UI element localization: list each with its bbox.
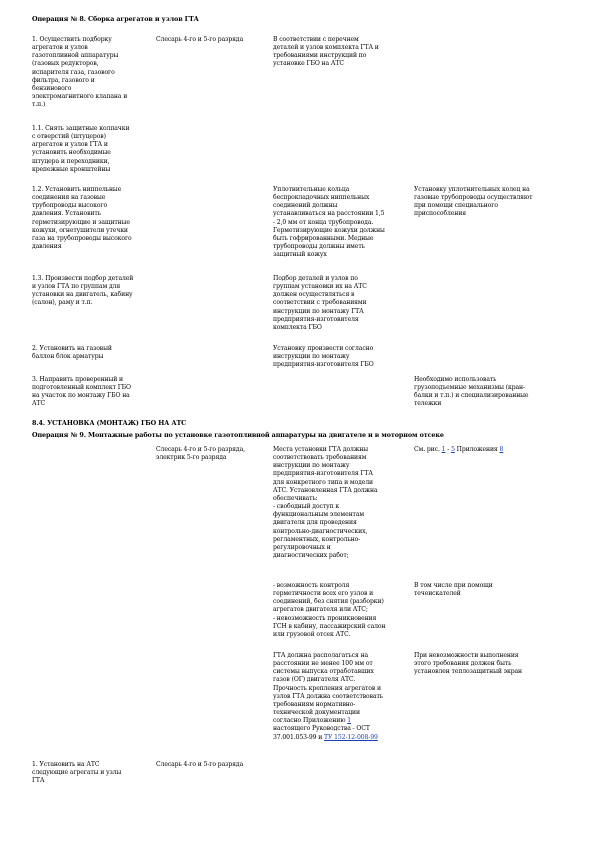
row-requirement-text: Места установки ГТА должны xyxy=(273,446,369,453)
row-step-text: на участок по монтажу ГБО на xyxy=(32,392,130,400)
row-step-text: и узлов ГТА по группам для xyxy=(32,283,121,291)
row-step-text: соединения на газовые xyxy=(32,194,106,202)
row-requirement-text: - невозможность проникновения xyxy=(273,614,377,622)
requirement-text: 37.001.053-99 и xyxy=(273,733,325,741)
row-step-text: подготовленный комплект ГБО xyxy=(32,384,131,392)
row-step-text: 1.1. Снять защитные колпачки xyxy=(32,125,130,132)
row-requirement-text: регламентных, контрольно- xyxy=(273,535,361,543)
row-requirement-text: защитный кожух xyxy=(273,251,327,259)
row-requirement-text: двигателя для проведения xyxy=(273,519,357,527)
row-step-text: герметизирующие и защитные xyxy=(32,218,130,226)
row-requirement-text: соединений должны xyxy=(273,202,338,210)
row-note-text: этого требования должен быть xyxy=(414,660,512,668)
row-requirement-text: предприятия-изготовителя ГТА xyxy=(273,470,373,478)
row-note-text: тележки xyxy=(414,400,442,408)
row-requirement-text: соответствии с требованиями xyxy=(273,299,367,307)
row-requirement-text: быть гофрированными. Медные xyxy=(273,234,374,242)
row-step-text: (газовых редукторов, xyxy=(32,60,99,68)
row-requirement-text: обеспечивать: xyxy=(273,494,318,502)
row-step-text: кожухи, огнетушители утечки xyxy=(32,226,128,234)
figure-link[interactable]: 5 xyxy=(451,446,455,453)
row-step-text: давления. Установить xyxy=(32,210,101,218)
row-requirement-text: инструкции по монтажу xyxy=(273,353,350,361)
row-step-text: агрегатов и узлов xyxy=(32,44,88,52)
standard-link[interactable]: ТУ 152-12-008-99 xyxy=(324,733,378,741)
row-requirement-text: регулировочных и xyxy=(273,543,331,551)
row-step-text: трубопроводы высокого xyxy=(32,202,108,210)
row-step-text: бензинового xyxy=(32,84,72,92)
row-note-text: установлен теплозащитный экран xyxy=(414,668,522,676)
row-requirement-text: ГТА должна располагаться на xyxy=(273,652,369,659)
row-requirement-text: для конкретного типа и модели xyxy=(273,478,374,486)
row-worker-text: Слесарь 4-го и 5-го разряда xyxy=(156,36,244,43)
row-requirement-text: беспрокладочных ниппельных xyxy=(273,194,370,202)
row-step-text: баллон блок арматуры xyxy=(32,353,104,361)
row-requirement-text: предприятия-изготовителя ГБО xyxy=(273,361,374,369)
row-step-text: газотопливной аппаратуры xyxy=(32,52,119,60)
appendix-reference xyxy=(273,717,351,725)
row-requirement-text: газов (ОГ) двигателя АТС. xyxy=(273,676,356,684)
row-worker-text: Слесарь 4-го и 5-го разряда xyxy=(156,761,244,768)
row-step-text: 1.2. Установить ниппельные xyxy=(32,186,122,193)
note-text: - xyxy=(445,446,452,453)
row-requirement-text: инструкции по монтажу ГТА xyxy=(273,307,364,315)
row-requirement-text: группам установки их на АТС xyxy=(273,283,367,291)
row-step-text: крепежные кронштейны xyxy=(32,165,111,173)
row-step-text: электромагнитного клапана и xyxy=(32,93,128,101)
row-requirement-text: агрегатов двигателя или АТС; xyxy=(273,606,368,614)
row-requirement-text: предприятия-изготовителя xyxy=(273,315,359,323)
requirement-text: согласно Приложению xyxy=(273,717,348,725)
row-note-text: Установку уплотнительных колец на xyxy=(414,186,530,193)
row-step-text: 1.3. Произвести подбор деталей xyxy=(32,275,134,282)
row-requirement-text: АТС. Установленная ГТА должна xyxy=(273,486,378,494)
row-note-text: Необходимо использовать xyxy=(414,376,497,383)
appendix-link[interactable]: 8 xyxy=(499,446,504,453)
row-requirement-text: требованиями инструкций по xyxy=(273,52,367,60)
row-requirement-text: технической документации xyxy=(273,709,360,717)
row-requirement-text: - 2,0 мм от конца трубопровода. xyxy=(273,218,374,226)
row-step-text: 3. Направить проверенный и xyxy=(32,376,124,383)
row-worker-text: Слесарь 4-го и 5-го разряда, xyxy=(156,446,245,453)
row-requirement-text: комплекта ГБО xyxy=(273,323,322,331)
row-step-text: (салон), раму и т.п. xyxy=(32,299,93,307)
row-step-text: фильтра, газового и xyxy=(32,76,95,84)
section-heading: 8.4. УСТАНОВКА (МОНТАЖ) ГБО НА АТС xyxy=(32,419,187,427)
row-requirement-text: Подбор деталей и узлов по xyxy=(273,275,358,282)
row-requirement-text: диагностических работ; xyxy=(273,551,349,559)
note-text: См. рис. xyxy=(414,446,442,453)
row-step-text: 1. Осуществить подборку xyxy=(32,36,112,43)
row-step-text: испарителя газа, газового xyxy=(32,68,115,76)
row-requirement-text: должен осуществляться в xyxy=(273,291,355,299)
row-step-text: давления xyxy=(32,243,62,251)
row-requirement-text: - свободный доступ к xyxy=(273,503,340,511)
row-note-text: при помощи специального xyxy=(414,202,498,210)
row-note-text: газовые трубопроводы осуществляют xyxy=(414,194,533,202)
row-note-text: балки и т.п.) и специализированные xyxy=(414,392,529,400)
row-requirement-text: соответствовать требованиям xyxy=(273,454,367,462)
row-requirement-text: - возможность контроля xyxy=(273,582,350,589)
appendix-link[interactable]: 1 xyxy=(347,717,352,725)
row-requirement-text: Уплотнительные кольца xyxy=(273,186,350,193)
row-requirement-text: узлов ГТА должна соответствовать xyxy=(273,692,383,700)
row-requirement-text: установке ГБО на АТС xyxy=(273,60,344,68)
row-note-text: течеискателей xyxy=(414,590,461,598)
row-requirement-text: функциональным элементам xyxy=(273,511,364,519)
row-step-text: АТС xyxy=(32,400,46,408)
row-requirement-text: Установку произвести согласно xyxy=(273,345,374,352)
row-requirement-text: В соответствии с перечнем xyxy=(273,36,359,43)
row-requirement-text: системы выпуска отработавших xyxy=(273,668,374,676)
row-requirement-text: расстоянии не менее 100 мм от xyxy=(273,660,373,668)
row-requirement-text: ГСН в кабину, пассажирский салон xyxy=(273,622,386,630)
row-step-text: ГТА xyxy=(32,777,45,785)
figure-reference xyxy=(414,446,503,454)
row-step-text: установить необходимые xyxy=(32,149,111,157)
row-step-text: установки на двигатель, кабину xyxy=(32,291,133,299)
row-step-text: 2. Установить на газовый xyxy=(32,345,112,352)
row-note-text: При невозможности выполнения xyxy=(414,652,519,659)
row-step-text: штуцера и переходники, xyxy=(32,157,110,165)
row-worker-text: электрик 5-го разряда xyxy=(156,454,227,462)
row-requirement-text: или грузовой отсек АТС. xyxy=(273,630,351,638)
row-step-text: т.п.) xyxy=(32,101,46,109)
row-note-text: грузоподъемные механизмы (кран- xyxy=(414,384,525,392)
row-requirement-text: инструкции по монтажу xyxy=(273,462,350,470)
row-requirement-text: Герметизирующие кожухи должны xyxy=(273,226,385,234)
row-note-text: приспособления xyxy=(414,210,466,218)
row-requirement-text: Прочность крепления агрегатов и xyxy=(273,684,381,692)
row-requirement-text: контрольно-диагностических, xyxy=(273,527,368,535)
operation-9-title: Операция № 9. Монтажные работы по установке газотопливной аппаратуры на двигателе и в моторном отсеке xyxy=(32,431,444,439)
row-requirement-text: устанавливаться на расстоянии 1,5 xyxy=(273,210,385,218)
note-text: Приложения xyxy=(454,446,500,453)
operation-8-title: Операция № 8. Сборка агрегатов и узлов ГТА xyxy=(32,15,199,23)
figure-link[interactable]: 1 xyxy=(441,446,446,453)
row-requirement-text: деталей и узлов комплекта ГТА и xyxy=(273,44,379,52)
row-step-text: газа на трубопроводы высокого xyxy=(32,234,132,242)
row-requirement-text: соединений, без снятия (разборки) xyxy=(273,598,384,606)
row-requirement-text: настоящего Руководства - ОСТ xyxy=(273,725,370,733)
standard-reference xyxy=(273,734,378,742)
row-step-text: 1. Установить на АТС xyxy=(32,761,100,768)
row-requirement-text: герметичности всех его узлов и xyxy=(273,590,374,598)
row-step-text: следующие агрегаты и узлы xyxy=(32,769,122,777)
row-note-text: В том числе при помощи xyxy=(414,582,493,589)
row-step-text: с отверстий (штуцеров) xyxy=(32,133,106,141)
row-requirement-text: трубопроводы должны иметь xyxy=(273,243,365,251)
row-step-text: агрегатов и узлов ГТА и xyxy=(32,141,108,149)
row-requirement-text: требованиям нормативно- xyxy=(273,700,356,708)
